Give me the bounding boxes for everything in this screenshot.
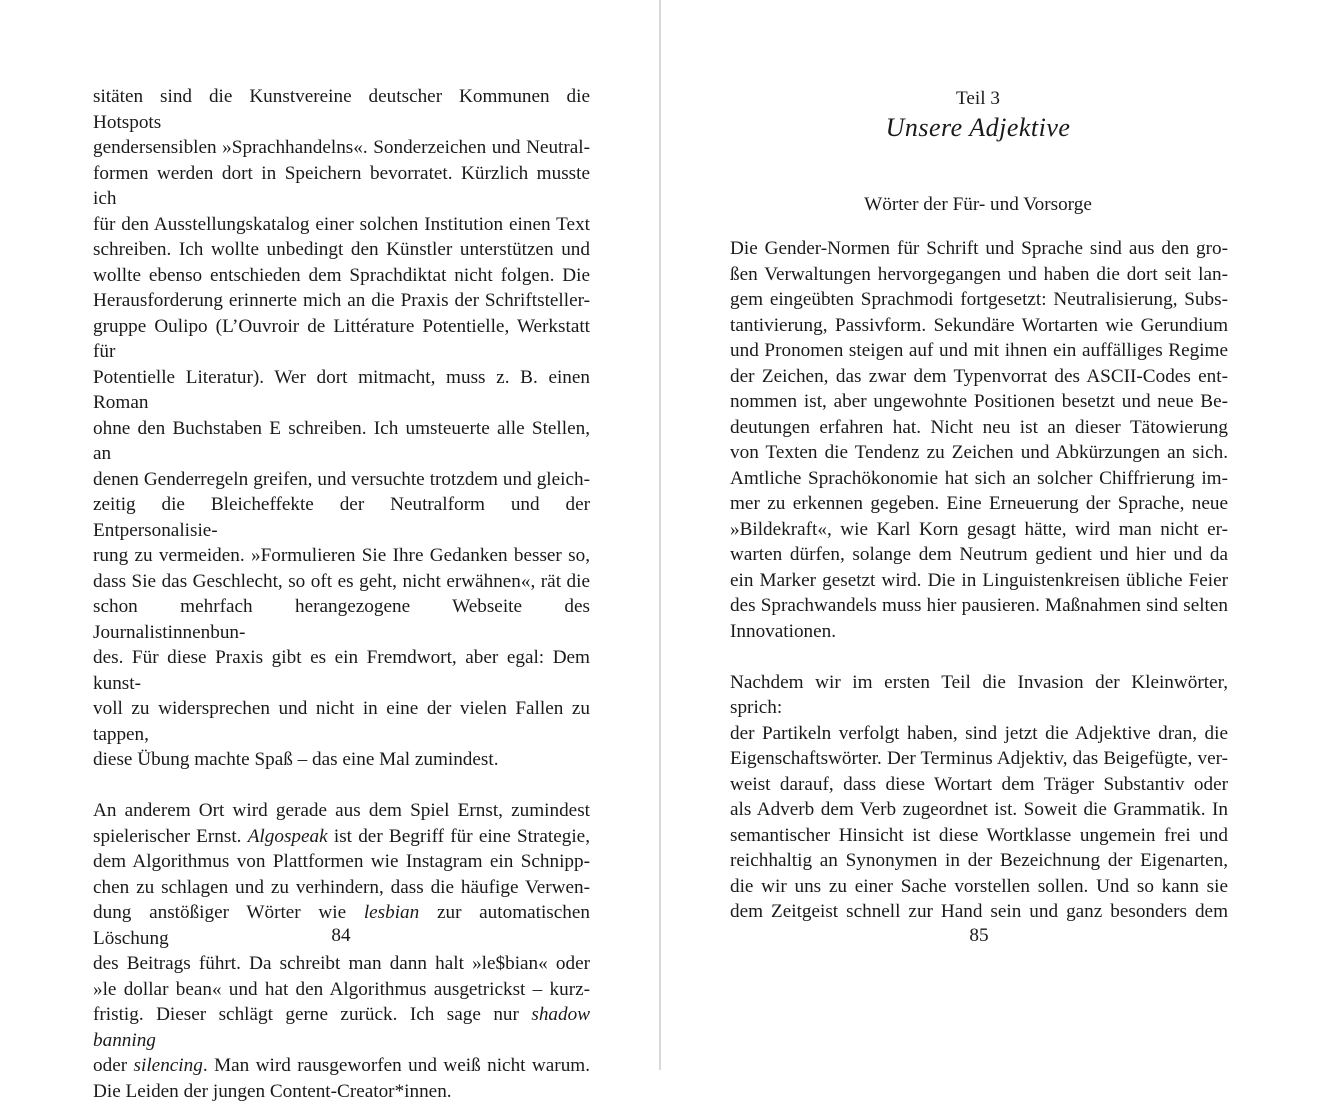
text-line: chen zu schlagen und zu verhindern, dass die häufige Verwen- bbox=[93, 875, 590, 901]
page-number: 85 bbox=[949, 925, 1009, 947]
text-line bbox=[93, 1053, 590, 1079]
right-page-body bbox=[730, 236, 1228, 925]
left-page-body bbox=[93, 84, 590, 1104]
text-line: zeitig die Bleicheffekte der Neutralform und der Entpersonalisie- bbox=[93, 492, 590, 543]
text-line: Die Leiden der jungen Content-Creator*innen. bbox=[93, 1079, 590, 1104]
emphasis: silencing bbox=[134, 1055, 203, 1076]
text-line: gruppe Oulipo (L’Ouvroir de Littérature Potentielle, Werkstatt für bbox=[93, 314, 590, 365]
emphasis: lesbian bbox=[364, 902, 419, 923]
text-line: gendersensiblen »Sprachhandelns«. Sonderzeichen und Neutral- bbox=[93, 135, 590, 161]
text-line: Amtliche Sprachökonomie hat sich an solcher Chiffrierung im- bbox=[730, 466, 1228, 492]
text-line: nommen ist, aber ungewohnte Positionen besetzt und neue Be- bbox=[730, 389, 1228, 415]
text-line: schon mehrfach herangezogene Webseite des Journalistinnenbun- bbox=[93, 594, 590, 645]
text-line: und Pronomen steigen auf und mit ihnen ein auffälliges Regime bbox=[730, 338, 1228, 364]
emphasis: shadow banning bbox=[93, 1004, 590, 1051]
text-line: von Texten die Tendenz zu Zeichen und Abkürzungen an sich. bbox=[730, 440, 1228, 466]
text-line: »le dollar bean« und hat den Algorithmus ausgetrickst – kurz- bbox=[93, 977, 590, 1003]
paragraph bbox=[730, 670, 1228, 925]
text-line: dass Sie das Geschlecht, so oft es geht, nicht erwähnen«, rät die bbox=[93, 569, 590, 595]
left-page bbox=[0, 0, 659, 1070]
text-line: die wir uns zu einer Sache vorstellen sollen. Und so kann sie bbox=[730, 874, 1228, 900]
text-run: ist der Begriff für eine Strategie, bbox=[328, 826, 590, 847]
text-line: Innovationen. bbox=[730, 619, 1228, 645]
text-line: semantischer Hinsicht ist diese Wortklasse ungemein frei und bbox=[730, 823, 1228, 849]
text-line bbox=[93, 824, 590, 850]
text-line: reichhaltig an Synonymen in der Bezeichnung der Eigenarten, bbox=[730, 848, 1228, 874]
page-number: 84 bbox=[311, 925, 371, 947]
text-line: des Sprachwandels muss hier pausieren. Maßnahmen sind selten bbox=[730, 593, 1228, 619]
text-line: für den Ausstellungskatalog einer solchen Institution einen Text bbox=[93, 212, 590, 238]
text-line: als Adverb dem Verb zugeordnet ist. Soweit die Grammatik. In bbox=[730, 797, 1228, 823]
text-line: des Beitrags führt. Da schreibt man dann halt »le$bian« oder bbox=[93, 951, 590, 977]
part-title: Unsere Adjektive bbox=[818, 113, 1138, 143]
text-line: formen werden dort in Speichern bevorratet. Kürzlich musste ich bbox=[93, 161, 590, 212]
paragraph bbox=[730, 236, 1228, 644]
text-line: Potentielle Literatur). Wer dort mitmacht, muss z. B. einen Roman bbox=[93, 365, 590, 416]
text-line: An anderem Ort wird gerade aus dem Spiel Ernst, zumindest bbox=[93, 798, 590, 824]
paragraph bbox=[93, 798, 590, 1104]
text-run: zur automatischen Löschung bbox=[93, 902, 590, 949]
text-line: warten dürfen, solange dem Neutrum gedient und hier und da bbox=[730, 542, 1228, 568]
text-line: Die Gender-Normen für Schrift und Sprache sind aus den gro- bbox=[730, 236, 1228, 262]
text-run: spielerischer Ernst. bbox=[93, 826, 248, 847]
text-line: ein Marker gesetzt wird. Die in Linguistenkreisen übliche Feier bbox=[730, 568, 1228, 594]
text-line: ohne den Buchstaben E schreiben. Ich umsteuerte alle Stellen, an bbox=[93, 416, 590, 467]
text-line: dem Zeitgeist schnell zur Hand sein und ganz besonders dem bbox=[730, 899, 1228, 925]
text-line: mer zu erkennen gegeben. Eine Erneuerung der Sprache, neue bbox=[730, 491, 1228, 517]
text-line: denen Genderregeln greifen, und versuchte trotzdem und gleich- bbox=[93, 467, 590, 493]
text-line: Herausforderung erinnerte mich an die Praxis der Schriftsteller- bbox=[93, 288, 590, 314]
text-run: . Man wird rausgeworfen und weiß nicht warum. bbox=[203, 1055, 590, 1076]
paragraph bbox=[93, 84, 590, 773]
text-line: tantivierung, Passivform. Sekundäre Wortarten wie Gerundium bbox=[730, 313, 1228, 339]
part-label: Teil 3 bbox=[898, 88, 1058, 110]
text-run: fristig. Dieser schlägt gerne zurück. Ich sage nur bbox=[93, 1004, 531, 1025]
text-line: sitäten sind die Kunstvereine deutscher Kommunen die Hotspots bbox=[93, 84, 590, 135]
text-line bbox=[93, 1002, 590, 1053]
text-line: wollte ebenso entschieden dem Sprachdiktat nicht folgen. Die bbox=[93, 263, 590, 289]
text-line: »Bildekraft«, wie Karl Korn gesagt hätte, wird man nicht er- bbox=[730, 517, 1228, 543]
text-line: Nachdem wir im ersten Teil die Invasion der Kleinwörter, sprich: bbox=[730, 670, 1228, 721]
text-line: weist darauf, dass diese Wortart dem Träger Substantiv oder bbox=[730, 772, 1228, 798]
text-line: ßen Verwaltungen hervorgegangen und haben die dort seit lan- bbox=[730, 262, 1228, 288]
section-title: Wörter der Für- und Vorsorge bbox=[778, 194, 1178, 216]
text-line: Eigenschaftswörter. Der Terminus Adjektiv, das Beigefügte, ver- bbox=[730, 746, 1228, 772]
text-line: deutungen erfahren hat. Nicht neu ist an dieser Tätowierung bbox=[730, 415, 1228, 441]
text-run: dung anstößiger Wörter wie bbox=[93, 902, 364, 923]
text-line: der Zeichen, das zwar dem Typenvorrat des ASCII-Codes ent- bbox=[730, 364, 1228, 390]
text-line: diese Übung machte Spaß – das eine Mal zumindest. bbox=[93, 747, 590, 773]
text-line: gem eingeübten Sprachmodi fortgesetzt: Neutralisierung, Subs- bbox=[730, 287, 1228, 313]
text-line: der Partikeln verfolgt haben, sind jetzt die Adjektive dran, die bbox=[730, 721, 1228, 747]
right-page bbox=[661, 0, 1320, 1070]
text-line: schreiben. Ich wollte unbedingt den Künstler unterstützen und bbox=[93, 237, 590, 263]
emphasis: Algospeak bbox=[248, 826, 328, 847]
text-run: oder bbox=[93, 1055, 134, 1076]
text-line: dem Algorithmus von Plattformen wie Instagram ein Schnipp- bbox=[93, 849, 590, 875]
text-line: voll zu widersprechen und nicht in eine der vielen Fallen zu tappen, bbox=[93, 696, 590, 747]
text-line: rung zu vermeiden. »Formulieren Sie Ihre Gedanken besser so, bbox=[93, 543, 590, 569]
text-line: des. Für diese Praxis gibt es ein Fremdwort, aber egal: Dem kunst- bbox=[93, 645, 590, 696]
